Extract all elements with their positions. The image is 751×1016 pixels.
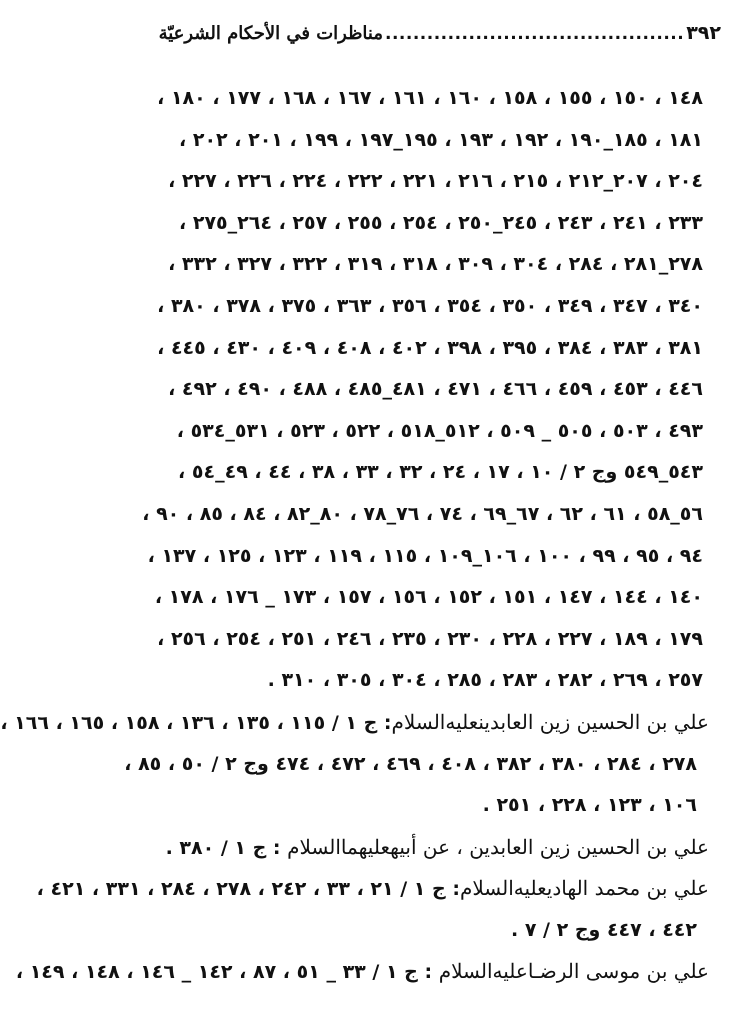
entry-references: : ج ١ / ١١٥ ، ١٣٥ ، ١٣٦ ، ١٥٨ ، ١٦٥ ، ١٦٦ ،	[0, 711, 392, 734]
index-continuation-line: ٢٠٤ ، ٢٠٧_٢١٢ ، ٢١٥ ، ٢١٦ ، ٢٢١ ، ٢٢٢ ، ٢٢٤ ، ٢٢٦ ، ٢٢٧ ،	[168, 170, 703, 193]
honorific-glyph: عليه‌السلام	[459, 876, 547, 901]
index-continuation-line: ٥٦_٥٨ ، ٦١ ، ٦٢ ، ٦٧_٦٩ ، ٧٤ ، ٧٦_٧٨ ، ٨٠_٨٢ ، ٨٤ ، ٨٥ ، ٩٠ ،	[142, 502, 703, 525]
index-continuation-line: ٢٧٨_٢٨١ ، ٢٨٤ ، ٣٠٤ ، ٣٠٩ ، ٣١٨ ، ٣١٩ ، ٣٢٢ ، ٣٢٧ ، ٣٣٢ ،	[168, 253, 703, 276]
index-continuation-line: ٥٤٣_٥٤٩ وج ٢ / ١٠ ، ١٧ ، ٢٤ ، ٣٢ ، ٣٣ ، ٣٨ ، ٤٤ ، ٤٩_٥٤ ،	[178, 461, 703, 484]
index-continuation-line: ٤٤٦ ، ٤٥٣ ، ٤٥٩ ، ٤٦٦ ، ٤٧١ ، ٤٨١_٤٨٥ ، ٤٨٨ ، ٤٩٠ ، ٤٩٢ ،	[168, 378, 703, 401]
index-continuation-line: ٤٩٣ ، ٥٠٣ ، ٥٠٥ _ ٥٠٩ ، ٥١٢_٥١٨ ، ٥٢٢ ، ٥٢٣ ، ٥٣١_٥٣٤ ،	[176, 419, 703, 442]
index-continuation-line: ١٤٨ ، ١٥٠ ، ١٥٥ ، ١٥٨ ، ١٦٠ ، ١٦١ ، ١٦٧ ، ١٦٨ ، ١٧٧ ، ١٨٠ ،	[157, 87, 703, 109]
index-continuation-line: ٣٨١ ، ٣٨٣ ، ٣٨٤ ، ٣٩٥ ، ٣٩٨ ، ٤٠٢ ، ٤٠٨ ، ٤٠٩ ، ٤٣٠ ، ٤٤٥ ،	[157, 336, 703, 359]
entry-references: : ج ١ / ٣٨٠ .	[165, 836, 288, 859]
entry-name: علي بن الحسين زين العابدين	[478, 709, 709, 734]
entry-name: علي بن موسى الرضـا	[527, 959, 709, 984]
index-continuation-line: ١٤٠ ، ١٤٤ ، ١٤٧ ، ١٥١ ، ١٥٢ ، ١٥٦ ، ١٥٧ ، ١٧٣ _ ١٧٦ ، ١٧٨ ،	[154, 586, 703, 609]
page-number: ٣٩٢	[686, 22, 721, 44]
entry-continuation-line: ٤٤٢ ، ٤٤٧ وج ٢ / ٧ .	[510, 918, 697, 941]
index-continuation-line: ١٨١ ، ١٨٥_١٩٠ ، ١٩٢ ، ١٩٣ ، ١٩٥_١٩٧ ، ١٩٩ ، ٢٠١ ، ٢٠٢ ،	[179, 128, 703, 151]
entry-references: : ج ١ / ٣٣ _ ٥١ ، ٨٧ ، ١٤٢ _ ١٤٦ ، ١٤٨ ، ١٤٩ ،	[15, 961, 439, 984]
entry-continuation-line: ١٠٦ ، ١٢٣ ، ٢٢٨ ، ٢٥١ .	[482, 794, 697, 817]
entry-references: : ج ١ / ٢١ ، ٣٣ ، ٢٤٢ ، ٢٧٨ ، ٢٨٤ ، ٣٣١ ، ٤٢١ ،	[36, 878, 460, 901]
honorific-glyph: عليه‌السلام	[438, 959, 528, 984]
entry-name: علي بن محمد الهادي	[546, 876, 709, 901]
index-entry-line	[91, 827, 709, 869]
header-leader-dots: ...........................................	[385, 24, 685, 44]
index-continuation-line: ٢٣٣ ، ٢٤١ ، ٢٤٣ ، ٢٤٥_٢٥٠ ، ٢٥٤ ، ٢٥٥ ، ٢٥٧ ، ٢٦٤_٢٧٥ ،	[179, 211, 703, 234]
index-continuation-line: ٩٤ ، ٩٥ ، ٩٩ ، ١٠٠ ، ١٠٦_١٠٩ ، ١١٥ ، ١١٩ ، ١٢٣ ، ١٢٥ ، ١٣٧ ،	[147, 544, 703, 567]
honorific-glyph: عليه‌السلام	[391, 709, 479, 734]
index-body	[0, 78, 709, 993]
page-header	[79, 22, 721, 52]
entry-name: علي بن الحسين زين العابدين ، عن أبيه	[390, 834, 709, 859]
index-continuation-line: ١٧٩ ، ١٨٩ ، ٢٢٧ ، ٢٢٨ ، ٢٣٠ ، ٢٣٥ ، ٢٤٦ ، ٢٥١ ، ٢٥٤ ، ٢٥٦ ،	[157, 627, 703, 650]
index-entry-line	[15, 951, 709, 993]
index-continuation-line: ٣٤٠ ، ٣٤٧ ، ٣٤٩ ، ٣٥٠ ، ٣٥٤ ، ٣٥٦ ، ٣٦٣ ، ٣٧٥ ، ٣٧٨ ، ٣٨٠ ،	[157, 294, 703, 317]
running-title: مناظرات في الأحكام الشرعيّة	[158, 23, 383, 44]
entry-continuation-line: ٢٧٨ ، ٢٨٤ ، ٣٨٠ ، ٣٨٢ ، ٤٠٨ ، ٤٦٩ ، ٤٧٢ ، ٤٧٤ وج ٢ / ٥٠ ، ٨٥ ،	[124, 752, 697, 775]
index-entry-line	[0, 702, 709, 744]
honorific-glyph: عليهما‌السلام	[287, 834, 391, 859]
index-entry-line	[36, 868, 709, 910]
index-continuation-line: ٢٥٧ ، ٢٦٩ ، ٢٨٢ ، ٢٨٣ ، ٢٨٥ ، ٣٠٤ ، ٣٠٥ ، ٣١٠ .	[267, 669, 703, 692]
